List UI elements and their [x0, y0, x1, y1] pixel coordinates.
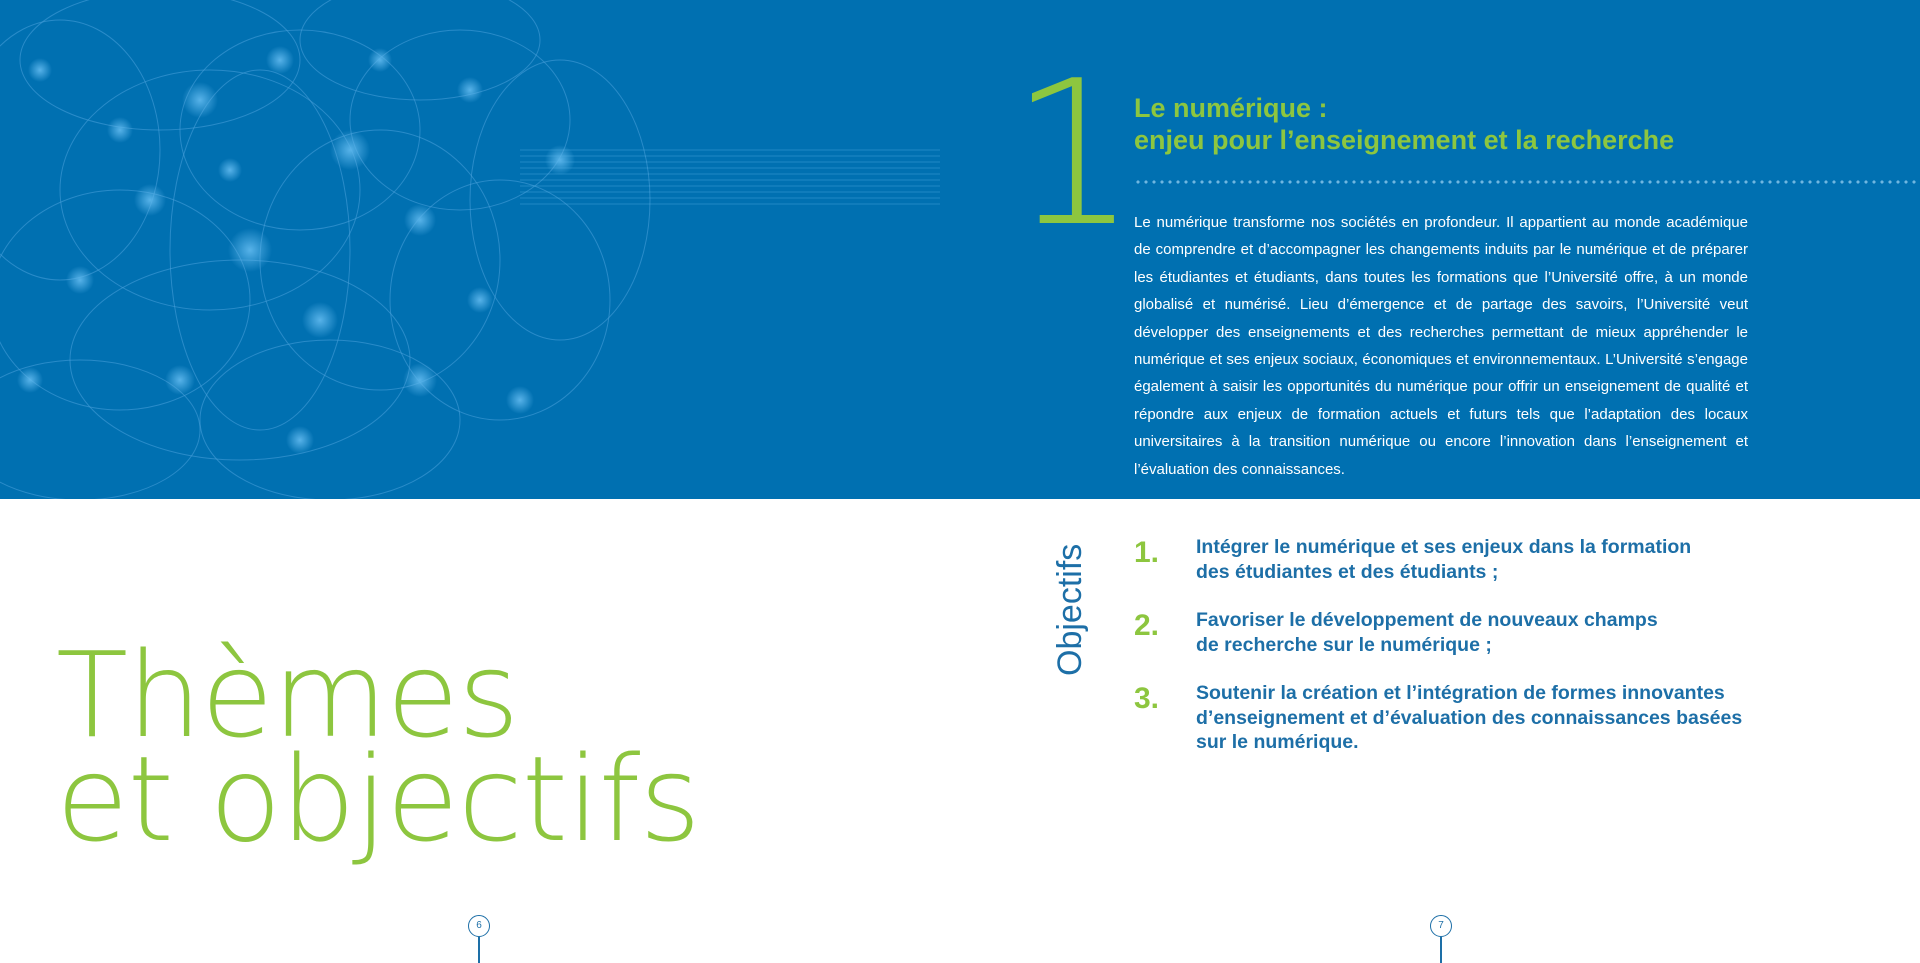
objective-item-3 — [1134, 681, 1754, 755]
network-graphic — [0, 0, 940, 499]
objective-item-1 — [1134, 535, 1754, 584]
page-number-left — [466, 0, 496, 931]
page-number-circle: 6 — [468, 915, 490, 937]
objectives-list — [1134, 535, 1754, 779]
objective-text: Favoriser le développement de nouveaux champs de recherche sur le numérique ; — [1196, 609, 1658, 656]
objective-text: Soutenir la création et l’intégration de formes innovantes d’enseignement et d’évaluation des connaissances basées sur le numérique. — [1196, 682, 1743, 753]
objective-number: 3. — [1134, 682, 1160, 715]
page-marker-stem — [478, 937, 480, 963]
objectives-label: Objectifs — [1051, 543, 1089, 676]
chapter-number: 1 — [1010, 38, 1132, 271]
dotted-divider — [1134, 180, 1920, 184]
page-number-circle: 7 — [1430, 915, 1452, 937]
page-marker-stem — [1440, 937, 1442, 963]
objective-number: 1. — [1134, 536, 1160, 569]
objective-item-2 — [1134, 608, 1754, 657]
objective-text: Intégrer le numérique et ses enjeux dans la formation des étudiantes et des étudiants ; — [1196, 536, 1692, 583]
chapter-body: Le numérique transforme nos sociétés en profondeur. Il appartient au monde académique de comprendre et d’accompagner les changements induits par le numérique et de préparer les étudiantes et étudiants, dans toutes les formations que l’Université offre, à un monde globalisé et numérisé. Lieu d’émergence et de partage des savoirs, l’Université veut développer des enseignements et des recherches permettant de mieux appréhender le numérique et ses enjeux sociaux, économiques et environnementaux. L’Université s’engage également à saisir les opportunités du numérique pour offrir un enseignement de qualité et répondre aux enjeux de formation actuels et futurs tels que l’adaptation des locaux universitaires à la transition numérique ou encore l’innovation dans l’enseignement et l’évaluation des connaissances. — [1134, 214, 1748, 478]
page-number-right — [1428, 0, 1458, 931]
chapter-title: Le numérique : enjeu pour l’enseignement et la recherche — [1134, 93, 1675, 155]
themes-title: Thèmes et objectifs — [56, 626, 700, 868]
objective-number: 2. — [1134, 609, 1160, 642]
